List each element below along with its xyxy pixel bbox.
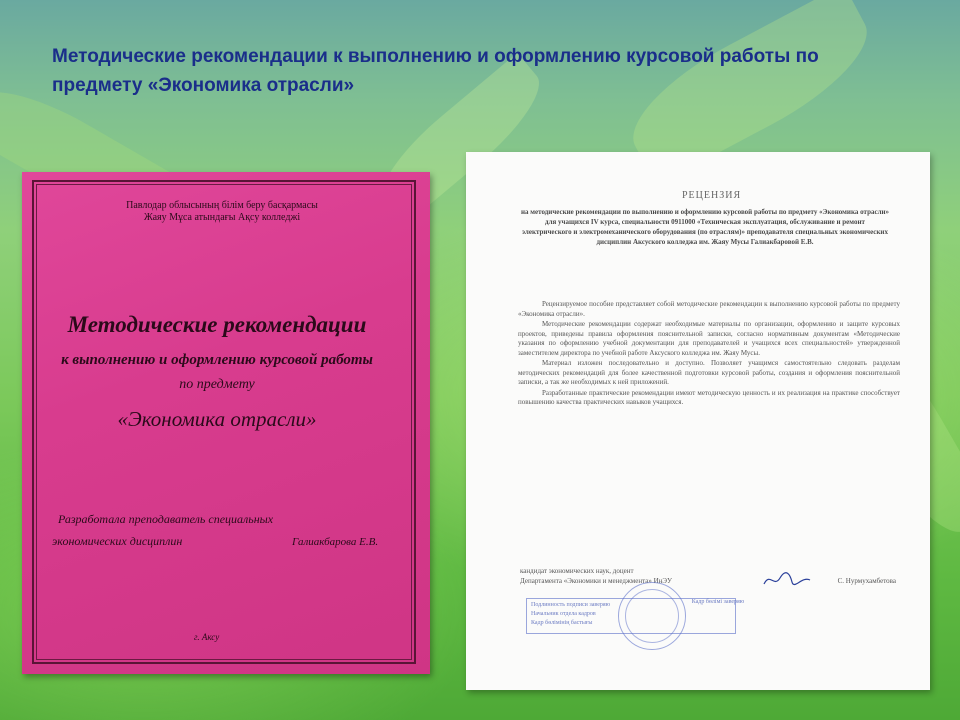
cover-city: г. Аксу [194, 632, 220, 642]
cover-subject: «Экономика отрасли» [117, 407, 317, 431]
cover-org-line1: Павлодар облысының білім беру басқармасы [126, 200, 318, 211]
hr-stamp-text: Кадр бөлімі заверяю [691, 599, 745, 605]
review-document [466, 152, 930, 690]
review-paragraph: Разработанные практические рекомендации имеют методическую ценность и их реализация на практике способствует повышению качества практических навыков учащихся. [518, 388, 900, 406]
reviewer-department: Департамента «Экономики и менеджмента» ИнЭУ [520, 577, 672, 585]
review-body [518, 300, 900, 409]
slide-title: Методические рекомендации к выполнению и оформлению курсовой работы по предмету «Экономика отрасли» [52, 46, 819, 96]
reviewer-name: С. Нурмухамбетова [837, 577, 896, 585]
cover-booklet [22, 172, 430, 674]
stamp-box-line: Кадр бөлімінің бастығы [531, 620, 593, 626]
cover-subject-prefix: по предмету [179, 377, 255, 392]
signature-icon [762, 570, 812, 590]
stamp-box-line: Начальник отдела кадров [531, 611, 596, 617]
reviewer-title: кандидат экономических наук, доцент [520, 567, 634, 575]
cover-author: Галиакбарова Е.В. [292, 536, 379, 548]
stamp-box-line: Подлинность подписи заверяю [531, 602, 611, 608]
review-signature-block [520, 566, 900, 586]
cover-heading: Методические рекомендации [67, 312, 367, 337]
review-paragraph: Методические рекомендации содержат необходимые материалы по организации, оформлению и защите курсовых проектов, приведены правила оформления пояснительной записки, согласно нормативным документам «Методические указания по оформлению учебной документации для преподавателей и учащихся всех специальностей» утвержденной заместителем директора по учебной работе Аксуского колледжа им. Жаяу Мусы. [518, 320, 900, 357]
review-paragraph: Материал изложен последовательно и доступно. Позволяет учащимся самостоятельно следовать разделам методических рекомендаций для более качественной подготовки курсовой работы, создания и оформления пояснительной записки, а так же необходимых к ней приложений. [518, 359, 900, 386]
review-paragraph: Рецензируемое пособие представляет собой методические рекомендации к выполнению курсовой работы по предмету «Экономика отрасли». [518, 300, 900, 318]
cover-subtitle: к выполнению и оформлению курсовой работы [61, 352, 373, 368]
review-subject: на методические рекомендации по выполнению и оформлению курсовой работы по предмету «Экономика отрасли» для учащихся IV курса, специальности 0911000 «Техническая эксплуатация, обслуживание и ремонт электрического и электромеханического оборудования (по отраслям)» преподавателя специальных экономических дисциплин Аксуского колледжа им. Жаяу Мусы Галиакбаровой Е.В. [520, 208, 890, 246]
cover-developer-line1: Разработала преподаватель специальных [58, 512, 274, 526]
cover-developer-line2: экономических дисциплин [52, 534, 183, 548]
cover-organization [102, 200, 342, 224]
review-heading: РЕЦЕНЗИЯ [682, 190, 742, 201]
cover-org-line2: Жаяу Мұса атындағы Ақсу колледжі [143, 212, 301, 223]
